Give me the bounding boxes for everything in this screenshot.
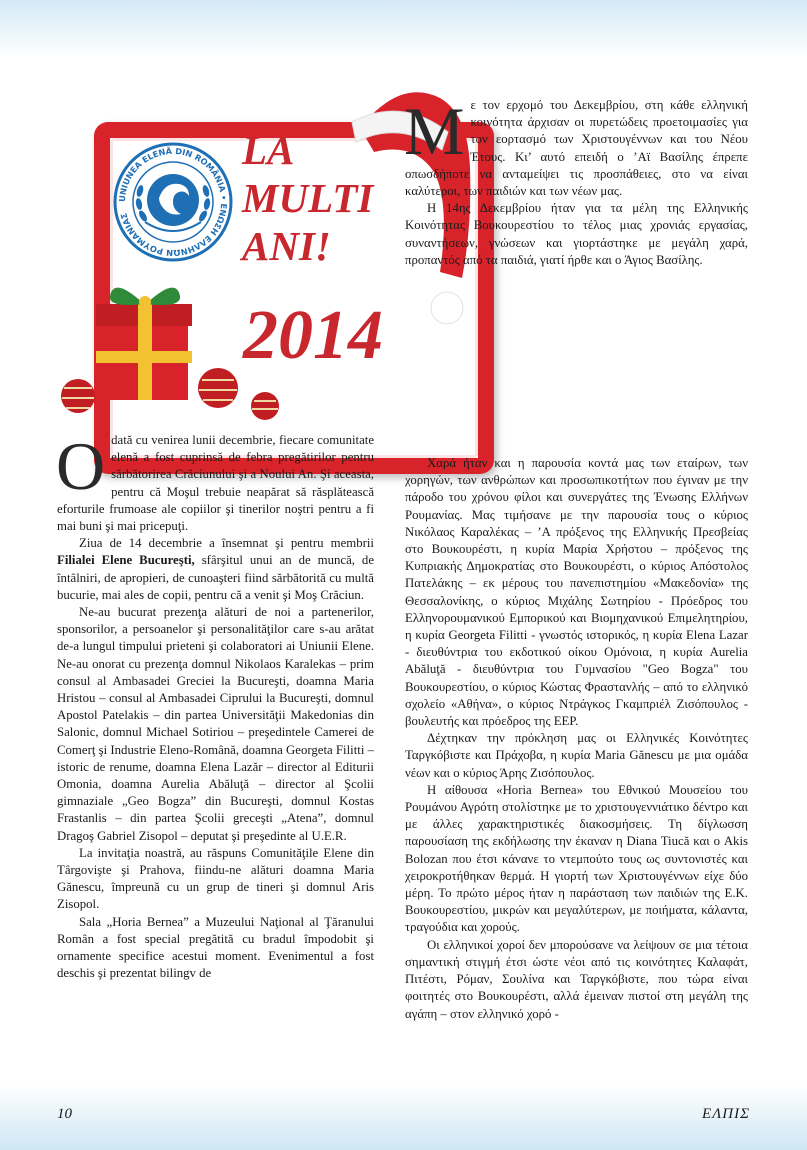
romanian-paragraph-5: Sala „Horia Bernea” a Muzeului Naţional al Ţăranului Român a fost special pregătită cu bradul împodobit şi ornamente specifice acestui moment. Evenimentul a fost deschis şi prezentat bilingv de — [57, 914, 374, 981]
romanian-article — [56, 428, 374, 983]
greek-paragraph-6: Οι ελληνικοί χοροί δεν μπορούσανε να λείψουν σε μια τέτοια σημαντική στιγμή έτσι ώστε νέοι από τις κοινότητες Καλαφάτ, Πιτέστι, Ρόμαν, Σουλίνα και Ταργκόβιστε, που τώρα είναι φοιτητές στο Βουκουρέστι, αλλά έμειναν πιστοί στη μεγάλη της αγάπη – στον ελληνικό χορό - — [405, 937, 748, 1021]
greek-paragraph-4: Δέχτηκαν την πρόκληση μας οι Ελληνικές Κοινότητες Ταργκόβιστε και Πράχοβα, η κυρία Maria Gănescu με μια ομάδα νέων και ο κύριος Άρης Ζισόπουλος. — [405, 731, 748, 780]
greeting-year: 2014 — [243, 297, 383, 374]
romanian-paragraph-3: Ne-au bucurat prezenţa alături de noi a partenerilor, sponsorilor, a persoanelor şi personalităţilor care s-au arătat de-a lungul timpului prieteni şi colaboratori ai Uniunii Elene. Ne-au onorat cu prezenţa domnul Nikolaos Karalekas – prim consul al Ambasadei Greciei la Bucureşti, doamna Maria Hristou – consul al Ambasadei Ciprului la Bucureşti, domnul Apostol Patelakis – din partea Universităţii Makedonias din Salonic, domnul Michael Sotiriou – preşedintele Camerei de Comerţ şi Industrie Eleno-Română, doamna Georgeta Filitti – istoric de renume, doamna Elena Lazăr – director al Editurii Omonia, doamna Aurelia Abăluţă – director al Şcolii gimnaziale „Geo Bogza” din Bucureşti, domnul Kostas Frastanlis – din partea Şcolii greceşti „Atena”, domnul Dragoş Gabriel Zisopol – deputat şi preşedinte al U.E.R. — [57, 605, 374, 843]
magazine-name: ΕΛΠΙΣ — [702, 1106, 750, 1122]
romanian-dropcap: O — [56, 428, 106, 504]
greek-article-top — [404, 93, 748, 269]
greeting-line-2: MULTI — [242, 175, 374, 221]
greek-dropcap: Μ — [404, 93, 465, 169]
romanian-paragraph-2: Ziua de 14 decembrie a însemnat şi pentru membrii Filialei Elene Bucureşti, sfârşitul unui an de muncă, de întâlniri, de apropieri, de cunoaşteri fiind sărbătorită cu multă bucurie, mai ales de copii, pentru că a venit şi Moş Crăciun. — [57, 536, 374, 602]
greeting-line-1: LA — [242, 127, 295, 173]
top-gradient-band — [0, 0, 807, 58]
greek-paragraph-1: Με τον ερχομό του Δεκεμβρίου, στη κάθε ελληνική κοινότητα άρχισαν οι πυρετώδεις προετοιμασίες για τον εορτασμό των Χριστουγέννων και του Νέου Έτους. Κι’ αυτό επειδή ο ’Αϊ Βασίλης έπρεπε οπωσδήποτε να ανταμείψει τις προσπάθειες, στο να είναι καλύτεροι, των παιδιών και των νέων μας. — [404, 93, 748, 199]
greeting-line-3: ANI! — [242, 223, 331, 269]
gift-box-icon — [96, 288, 192, 400]
romanian-paragraph-4: La invitaţia noastră, au răspuns Comunităţile Elene din Târgovişte şi Prahova, fiindu-ne alături doamna Maria Gănescu, împreună cu un grup de tineri şi domnul Aris Zisopol. — [57, 845, 374, 912]
greek-article-bottom — [405, 455, 748, 1023]
romanian-paragraph-1: Odată cu venirea lunii decembrie, fiecare comunitate elenă a fost cuprinsă de febra pregătirilor pentru sărbătorirea Crăciunului şi a Noului An. Şi aceasta, pentru că Moşul trebuie neapărat să răsplătească eforturile frumoase ale copiilor şi tinerilor noştri pentru a fi mai buni şi mai pricepuţi. — [56, 428, 374, 534]
page-number: 10 — [57, 1106, 72, 1122]
greek-paragraph-3: Χαρά ήταν και η παρουσία κοντά μας των εταίρων, των χορηγών, των ανθρώπων και προσωπικοτήτων που έγιναν με την πάροδο του χρόνου φίλοι και συνεργάτες της Ένωσης Ελλήνων Ρουμανίας. Μας τιμήσανε με την παρουσία τους ο κύριος Νικόλαος Καραλέκας – ’Α πρόξενος της Ελληνικής Πρεσβείας στο Βουκουρέστι, η κυρία Μαρία Χρήστου – πρόξενος της Κυπριακής Δημοκρατίας στο Βουκουρέστι, ο κύριος Απόστολος Πατελάκης – εκ μέρους του πανεπιστημίου «Μακεδονία» της Θεσσαλονίκης, ο κύριος Μιχάλης Σωτηρίου - Πρόεδρος του Ελληνορουμανικού Εμπορικού και Βιομηχανικού Επιμελητηρίου, η κυρία Georgeta Filitti - γνωστός ιστορικός, η κυρία Elena Lazar - διευθύντρια του εκδοτικού οίκου Ομόνοια, η κυρία Aurelia Abăluţă - διευθύντρια του Γυμνασίου "Geo Bogza" του Βουκουρεστίου, ο κύριος Κώστας Φραστανλής – από το ελληνικό σχολείο «Αθήνα», ο κύριος Ντράγκος Γκαμπριέλ Ζισόπουλος - βουλευτής και πρόεδρος της ΕΕΡ. — [405, 456, 748, 729]
bottom-gradient-band — [0, 1085, 807, 1150]
logo-ring-text: UNIUNEA ELENĂ DIN ROMÂNIA • ΕΝΩΣΗ ΕΛΛΗΝΩΝ ΡΟΥΜΑΝΙΑΣ — [116, 145, 230, 259]
greek-paragraph-2: Η 14ης Δεκεμβρίου ήταν για τα μέλη της Ελληνικής Κοινότητας Βουκουρεστίου το τέλος μιας χρονιάς εργασίας, συναντήσεων, γνώσεων και γιορτάστηκε με μεγάλη χαρά, προπαντός από τα παιδιά, γιατί ήρθε και ο Άγιος Βασίλης. — [405, 201, 748, 267]
greek-paragraph-5: Η αίθουσα «Horia Bernea» του Εθνικού Μουσείου του Ρουμάνου Αγρότη στολίστηκε με το χριστουγεννιάτικο δέντρο και με άλλες χαρακτηριστικές διακοσμήσεις. Τη δίγλωσση παρουσίαση της εκδήλωσης την έκαναν η Diana Tiucă και ο Akis Bolozan που έτσι κάνανε το ντεμπούτο τους ως συντονιστές και χειροκροτήθηκαν θερμά. Η γιορτή των Χριστουγέννων είχε δύο μέρη. Το πρώτο μέρος ήταν η παράσταση των παιδιών της Ε.Κ. Βουκουρεστίου, μικρών και μεγαλύτερων, με ποιήματα, κάλαντα, τραγούδια και χορούς. — [405, 782, 748, 935]
